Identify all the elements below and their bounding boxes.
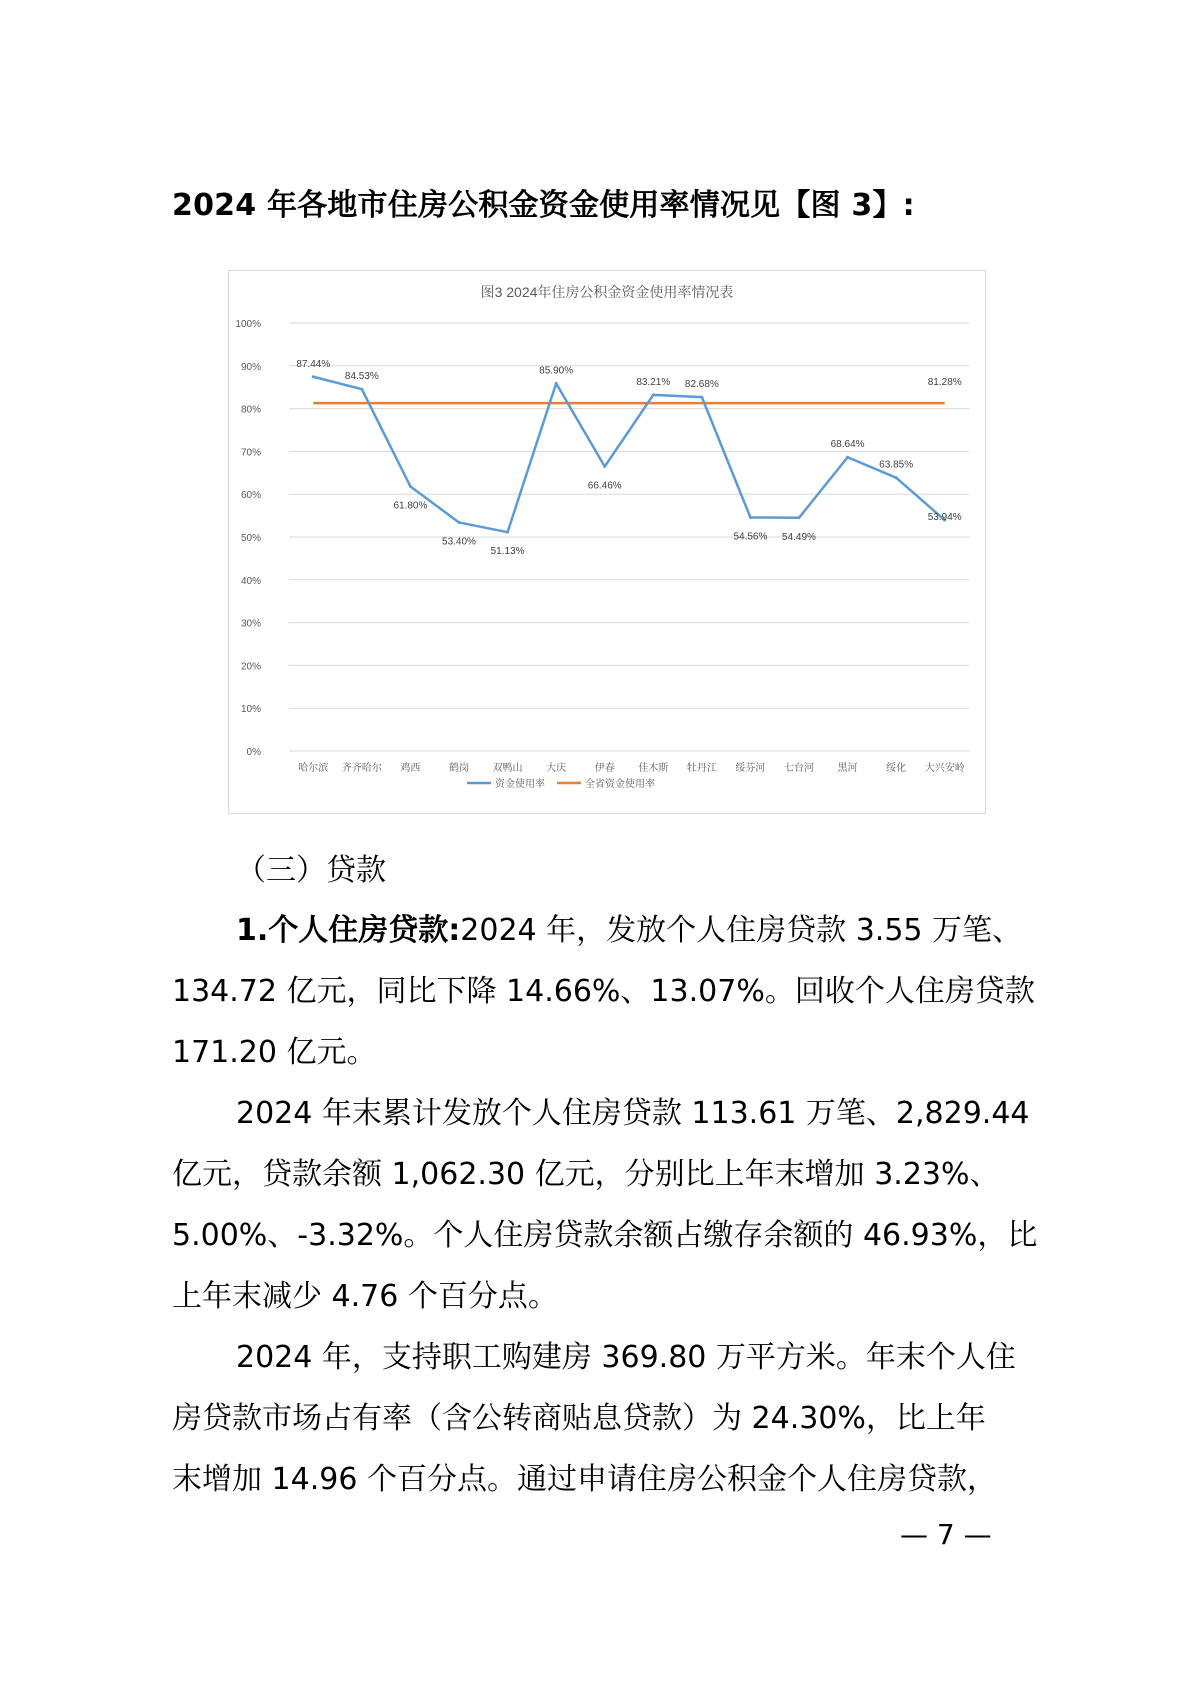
line-chart [229,271,985,813]
page-heading: 2024 年各地市住房公积金资金使用率情况见【图 3】: [172,188,915,223]
legend-label-usage-rate: 资金使用率 [495,779,545,790]
x-tick-label: 佳木斯 [638,763,669,774]
paragraph-3-line-3: 末增加 14.96 个百分点。通过申请住房公积金个人住房贷款， [172,1462,997,1497]
x-tick-label: 哈尔滨 [298,763,329,774]
y-tick-label: 30% [240,618,261,630]
x-tick-label: 牡丹江 [686,763,717,774]
data-point [555,382,558,385]
data-label: 68.64% [830,439,865,451]
y-tick-label: 50% [240,533,261,544]
x-tick-label: 齐齐哈尔 [341,763,382,774]
data-label-province-average: 81.28% [927,377,962,389]
data-label: 66.46% [587,480,622,492]
data-point [506,531,509,534]
x-tick-label: 绥化 [886,763,907,774]
x-tick-label: 绥芬河 [735,763,766,774]
data-label: 61.80% [393,500,428,512]
paragraph-2-line-3: 5.00%、-3.32%。个人住房贷款余额占缴存余额的 46.93%，比 [172,1218,1038,1253]
paragraph-1-line-3: 171.20 亿元。 [172,1035,377,1070]
x-tick-label: 伊春 [594,763,615,774]
data-point [798,516,801,519]
x-tick-label: 七台河 [784,763,814,774]
paragraph-3-line-2: 房贷款市场占有率（含公转商贴息贷款）为 24.30%，比上年 [172,1401,986,1436]
data-label: 53.94% [927,512,962,524]
paragraph-1-line-2: 134.72 亿元，同比下降 14.66%、13.07%。回收个人住房贷款 [172,974,1035,1009]
paragraph-3 [172,1327,1022,1510]
data-label: 51.13% [490,546,525,558]
paragraph-2-line-1: 2024 年末累计发放个人住房贷款 113.61 万笔、2,829.44 [236,1096,1030,1131]
page-number: — 7 — [900,1518,992,1551]
data-point [312,375,315,378]
y-tick-label: 100% [235,319,261,330]
data-point [846,456,849,459]
paragraph-1 [172,900,1035,1083]
x-tick-label: 大兴安岭 [924,763,965,774]
paragraph-2 [172,1083,1038,1327]
paragraph-1-line-1: 2024 年，发放个人住房贷款 3.55 万笔、 [460,913,1023,948]
data-point [652,393,655,396]
data-point [458,521,461,524]
x-tick-label: 鹤岗 [449,763,469,774]
data-label: 63.85% [879,459,914,471]
y-tick-label: 60% [240,490,261,502]
y-tick-label: 20% [240,661,261,673]
legend-label-province-average: 全省资金使用率 [585,779,655,790]
y-tick-label: 10% [240,704,261,716]
chart-title: 图3 2024年住房公积金资金使用率情况表 [480,284,734,300]
data-point [700,396,703,399]
data-label: 84.53% [344,371,379,383]
y-tick-label: 40% [240,575,261,587]
paragraph-2-line-2: 亿元，贷款余额 1,062.30 亿元，分别比上年末增加 3.23%、 [172,1157,1000,1192]
paragraph-1-lead: 1.个人住房贷款: [236,913,461,948]
data-label: 54.56% [733,531,768,543]
paragraph-2-line-4: 上年末减少 4.76 个百分点。 [172,1279,558,1314]
data-label: 87.44% [296,358,331,370]
data-point [603,465,606,468]
data-label: 53.40% [442,536,476,548]
data-point [360,388,363,391]
data-point [749,516,752,519]
data-label: 54.49% [782,531,816,543]
data-label: 83.21% [636,376,671,388]
paragraph-3-line-1: 2024 年，支持职工购建房 369.80 万平方米。年末个人住 [236,1340,1016,1375]
data-label: 82.68% [684,379,719,391]
chart-container [228,270,986,814]
data-label: 85.90% [539,365,574,377]
y-tick-label: 0% [246,747,261,758]
y-tick-label: 80% [240,404,261,416]
data-point [409,485,412,488]
data-point [895,476,898,479]
x-tick-label: 大庆 [546,763,567,774]
x-tick-label: 黑河 [837,763,858,774]
y-tick-label: 70% [240,447,261,459]
section-title: （三）贷款 [236,853,386,888]
x-tick-label: 鸡西 [400,763,421,774]
x-tick-label: 双鸭山 [492,763,523,774]
y-tick-label: 90% [240,361,261,373]
